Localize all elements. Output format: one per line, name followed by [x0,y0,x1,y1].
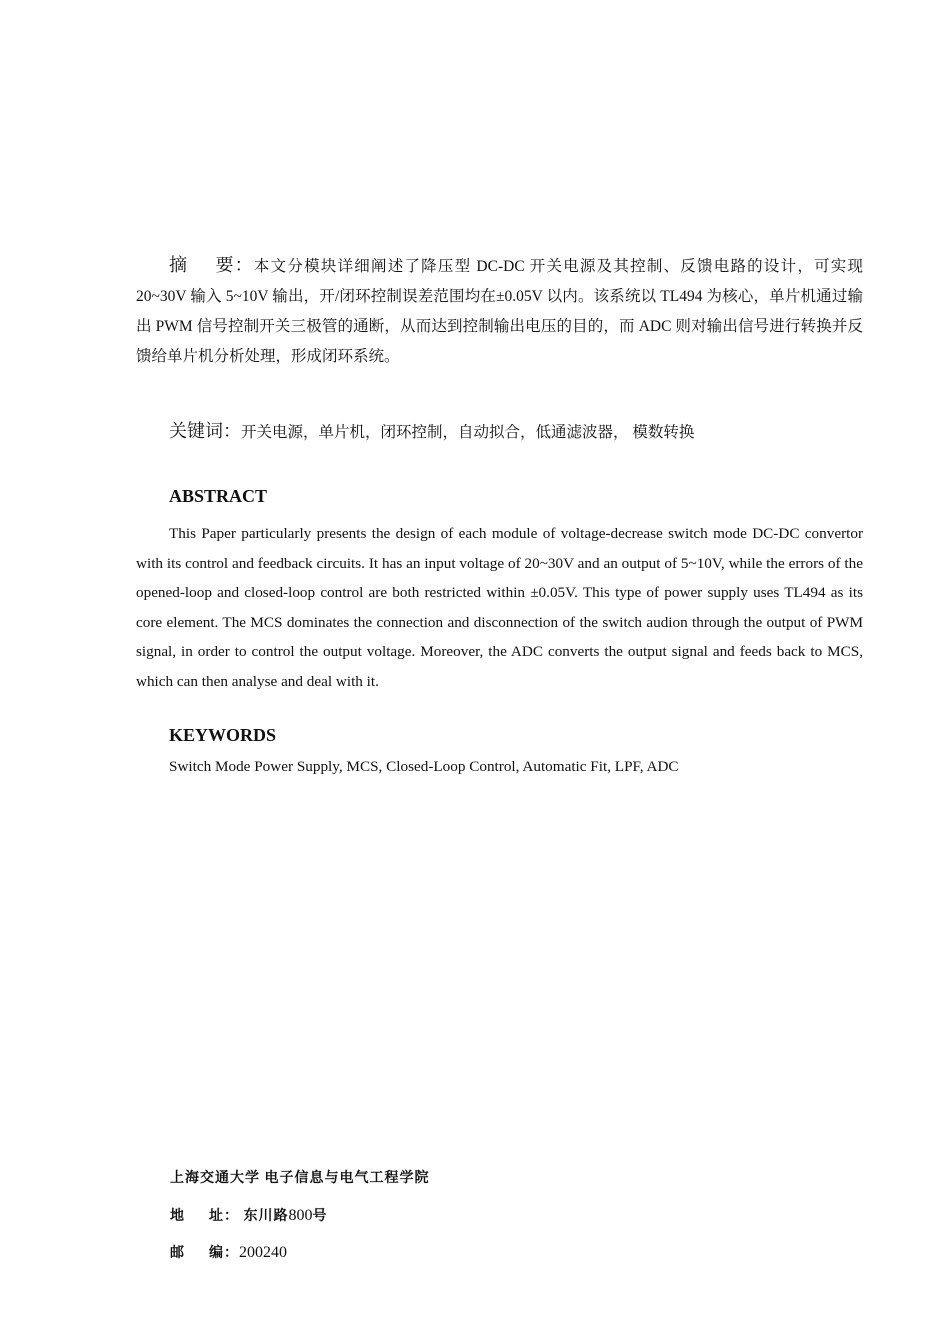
abstract-label-char-1: 摘 [169,255,189,275]
chinese-abstract [136,250,863,372]
footer-address [170,1205,328,1225]
postcode-label-char-1: 邮 [170,1246,185,1261]
address-suffix: 号 [312,1209,328,1224]
footer-institution: 上海交通大学 电子信息与电气工程学院 [170,1171,430,1186]
chinese-keywords [169,416,869,448]
address-label-char-1: 地 [170,1209,185,1224]
postcode-label-char-2: 编： [209,1246,239,1261]
address-number: 800 [288,1207,313,1224]
english-keywords-text: Switch Mode Power Supply, MCS, Closed-Loop Control, Automatic Fit, LPF, ADC [169,758,679,775]
chinese-keywords-text: 开关电源，单片机，闭环控制，自动拟合，低通滤波器， 模数转换 [241,424,695,441]
address-label-char-2: 址： [209,1209,239,1224]
abstract-label-char-2: 要： [214,255,254,275]
footer-postcode [170,1242,287,1262]
chinese-keywords-label: 关键词： [169,421,241,441]
postcode-value: 200240 [239,1244,287,1261]
english-keywords-title: KEYWORDS [169,725,277,745]
english-abstract-title: ABSTRACT [169,486,268,506]
address-text: 东川路 [243,1209,289,1224]
chinese-abstract-text: 本文分模块详细阐述了降压型 DC-DC 开关电源及其控制、反馈电路的设计，可实现 20~30V 输入 5~10V 输出，开/闭环控制误差范围均在±0.05V 以内。该系统以 TL494 为核心，单片机通过输出 PWM 信号控制开关三极管的通断，从而达到控制输出电压的目的，而 ADC 则对输出信号进行转换并反馈给单片机分析处理，形成闭环系统。 [136,258,864,365]
english-abstract-text: This Paper particularly presents the design of each module of voltage-decrease switch mode DC-DC convertor with its control and feedback circuits. It has an input voltage of 20~30V and an output of 5~10V, while the errors of the opened-loop and closed-loop control are both restricted within ±0.05V. This type of power supply uses TL494 as its core element. The MCS dominates the connection and disconnection of the switch audion through the output of PWM signal, in order to control the output voltage. Moreover, the ADC converts the output signal and feeds back to MCS, which can then analyse and deal with it. [136,525,863,690]
chinese-abstract-label [136,255,254,275]
